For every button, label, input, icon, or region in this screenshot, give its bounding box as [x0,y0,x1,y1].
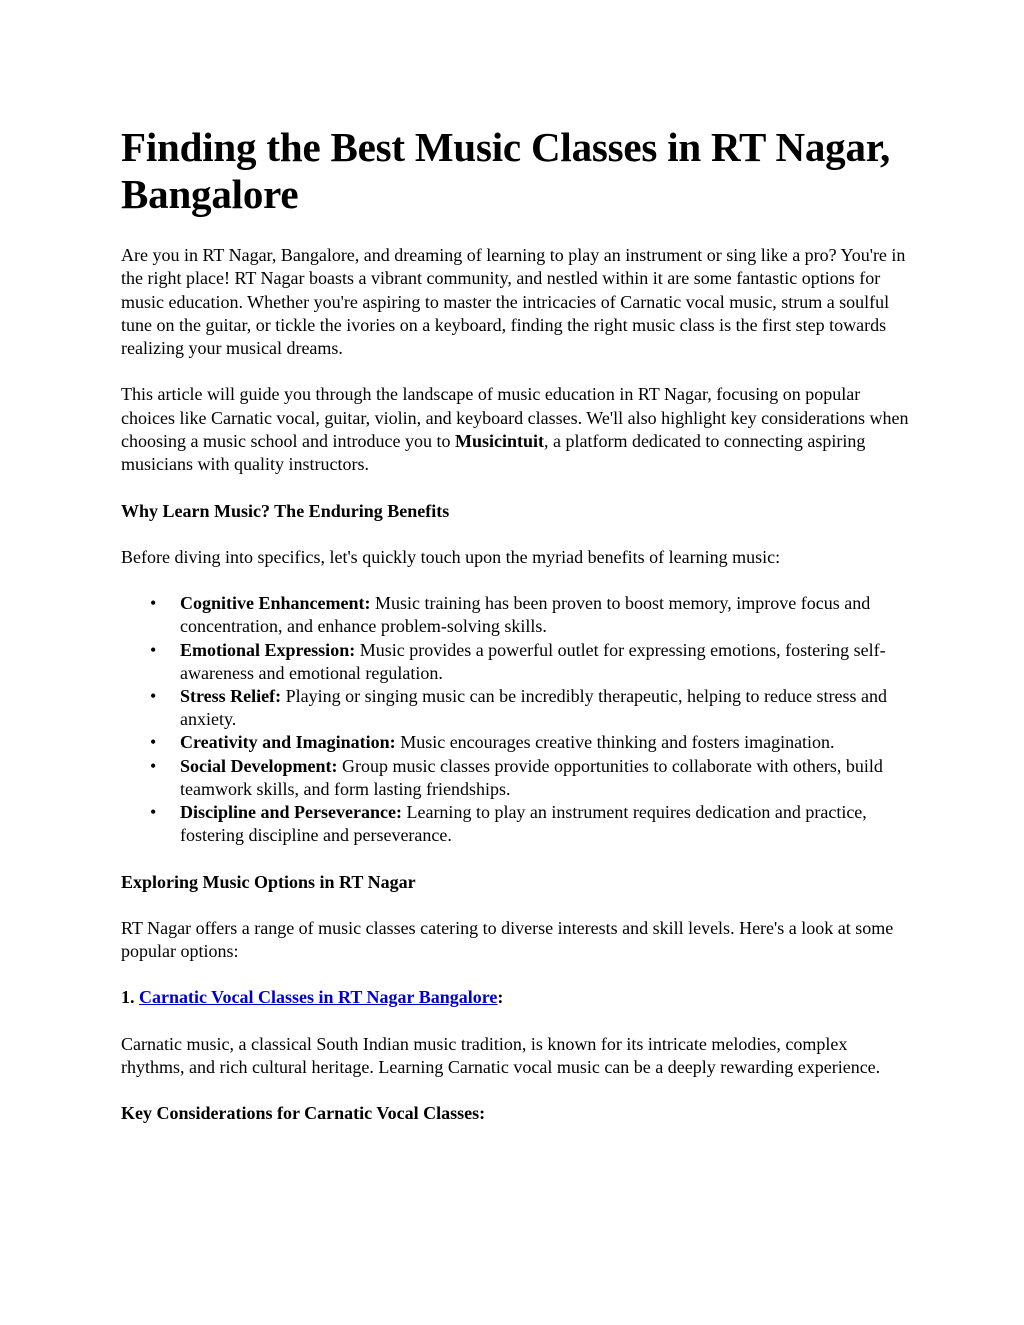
benefit-term: Emotional Expression: [180,639,356,660]
why-heading: Why Learn Music? The Enduring Benefits [121,500,450,521]
bullet-icon: • [150,732,157,753]
benefit-text: Music provides a powerful outlet for expressing emotions, fostering self-awareness and emotional regulation. [180,639,886,683]
list-item [121,592,911,638]
benefit-text: Playing or singing music can be incredibly therapeutic, helping to reduce stress and anxiety. [180,686,887,730]
list-item [121,755,911,801]
benefit-term: Discipline and Perseverance: [180,802,402,823]
bullet-icon: • [150,593,157,614]
benefit-text: Group music classes provide opportunities to collaborate with others, build teamwork skills, and form lasting friendships. [180,755,883,799]
bullet-icon: • [150,686,157,707]
benefit-term: Creativity and Imagination: [180,732,396,753]
page-title: Finding the Best Music Classes in RT Nagar, Bangalore [121,124,891,217]
list-item [121,801,911,847]
section-1-suffix: : [497,987,504,1008]
key-considerations-heading: Key Considerations for Carnatic Vocal Classes: [121,1103,486,1124]
brand-name: Musicintuit [454,431,544,452]
carnatic-vocal-link[interactable]: Carnatic Vocal Classes in RT Nagar Bangalore [139,987,498,1008]
benefit-text: Learning to play an instrument requires dedication and practice, fostering discipline and perseverance. [180,802,867,846]
guide-text-after: , a platform dedicated to connecting aspiring musicians with quality instructors. [121,431,866,475]
section-1-heading [121,986,911,1009]
document-page [121,124,911,1149]
explore-intro-paragraph: RT Nagar offers a range of music classes catering to diverse interests and skill levels. Here's a look at some popular options: [121,917,894,962]
list-item [121,685,911,731]
benefit-text: Music training has been proven to boost memory, improve focus and concentration, and enhance problem-solving skills. [180,593,871,637]
section-1-number: 1. [121,987,139,1008]
guide-paragraph [121,383,911,476]
intro-paragraph: Are you in RT Nagar, Bangalore, and dreaming of learning to play an instrument or sing like a pro? You're in the right place! RT Nagar boasts a vibrant community, and nestled within it are some fantastic options for music education. Whether you're aspiring to master the intricacies of Carnatic vocal music, strum a soulful tune on the guitar, or tickle the ivories on a keyboard, finding the right music class is the first step towards realizing your musical dreams. [121,245,906,359]
why-intro-paragraph: Before diving into specifics, let's quickly touch upon the myriad benefits of learning music: [121,546,781,567]
benefits-list [121,592,911,847]
carnatic-paragraph: Carnatic music, a classical South Indian music tradition, is known for its intricate melodies, complex rhythms, and rich cultural heritage. Learning Carnatic vocal music can be a deeply rewarding experience. [121,1033,881,1077]
list-item [121,731,911,754]
bullet-icon: • [150,802,157,823]
benefit-term: Cognitive Enhancement: [180,593,371,614]
explore-heading: Exploring Music Options in RT Nagar [121,871,416,892]
benefit-term: Stress Relief: [180,686,282,707]
guide-text-before: This article will guide you through the landscape of music education in RT Nagar, focusing on popular choices like Carnatic vocal, guitar, violin, and keyboard classes. We'll also highlight key considerations when choosing a music school and introduce you to [121,384,909,452]
benefit-term: Social Development: [180,755,338,776]
bullet-icon: • [150,755,157,776]
bullet-icon: • [150,639,157,660]
list-item [121,639,911,685]
benefit-text: Music encourages creative thinking and fosters imagination. [395,732,835,753]
